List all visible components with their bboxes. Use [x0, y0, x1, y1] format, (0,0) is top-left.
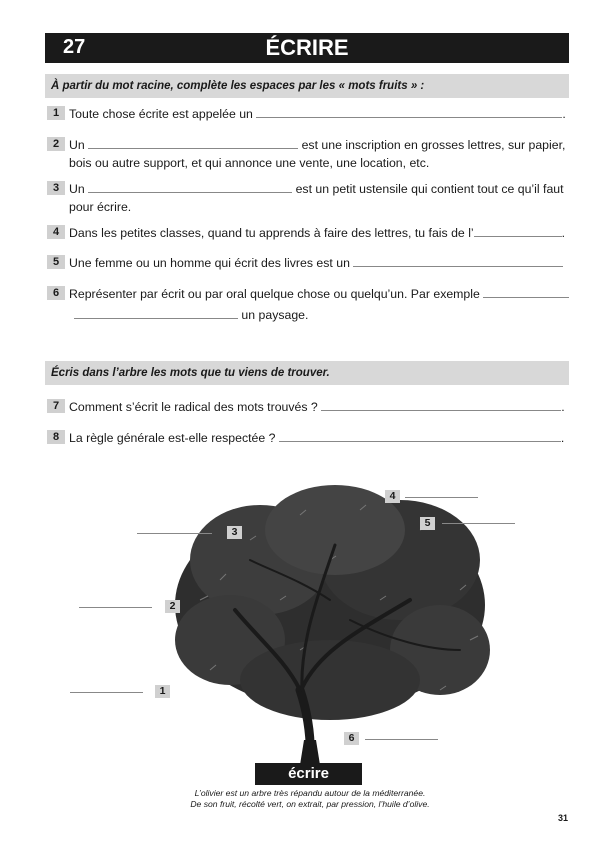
question-number-7: 7 — [47, 399, 65, 413]
tree-answer-line-6[interactable] — [365, 739, 438, 740]
question-5: Une femme ou un homme qui écrit des livres est un — [69, 254, 563, 272]
instruction-text-2: Écris dans l’arbre les mots que tu viens de trouver. — [51, 367, 330, 379]
tree-label-5: 5 — [420, 517, 435, 530]
page-number: 31 — [557, 813, 568, 823]
chapter-number: 27 — [63, 36, 86, 58]
question-number-4: 4 — [47, 225, 65, 239]
question-3: Un est un petit ustensile qui contient tout ce qu’il faut pour écrire. — [69, 182, 564, 214]
tree-answer-line-4[interactable] — [405, 497, 478, 498]
question-6-line2: un paysage. — [74, 306, 308, 324]
tree-label-1: 1 — [155, 685, 170, 698]
question-number-5: 5 — [47, 255, 65, 269]
tree-label-4: 4 — [385, 490, 400, 503]
tree-answer-line-2[interactable] — [79, 607, 152, 608]
caption-line-2: De son fruit, récolté vert, on extrait, par pression, l’huile d’olive. — [190, 799, 430, 809]
question-number-1: 1 — [47, 106, 65, 120]
question-1: Toute chose écrite est appelée un . — [69, 107, 566, 121]
question-8: La règle générale est-elle respectée ? . — [69, 431, 565, 445]
tree-label-2: 2 — [165, 600, 180, 613]
tree-answer-line-3[interactable] — [137, 533, 212, 534]
caption-line-1: L’olivier est un arbre très répandu autour de la méditerranée. — [194, 788, 426, 798]
question-number-6: 6 — [47, 286, 65, 300]
question-7: Comment s’écrit le radical des mots trouvés ? . — [69, 400, 565, 414]
tree-label-6: 6 — [344, 732, 359, 745]
instruction-text-1: À partir du mot racine, complète les espaces par les « mots fruits » : — [51, 80, 425, 92]
question-4: Dans les petites classes, quand tu apprends à faire des lettres, tu fais de l’ . — [69, 226, 566, 240]
question-number-8: 8 — [47, 430, 65, 444]
question-1-text: Toute chose écrite est appelée un — [69, 107, 253, 121]
tree-answer-line-5[interactable] — [442, 523, 515, 524]
question-number-2: 2 — [47, 137, 65, 151]
tree-answer-line-1[interactable] — [70, 692, 143, 693]
tree-label-3: 3 — [227, 526, 242, 539]
chapter-title: ÉCRIRE — [265, 35, 349, 60]
tree-trunk-label: écrire — [255, 763, 362, 785]
question-2: Un est une inscription en grosses lettres, sur papier, bois ou autre support, et qui annonce une vente, une location, etc. — [69, 138, 566, 170]
question-number-3: 3 — [47, 181, 65, 195]
question-6: Représenter par écrit ou par oral quelque chose ou quelqu’un. Par exemple — [69, 285, 569, 303]
